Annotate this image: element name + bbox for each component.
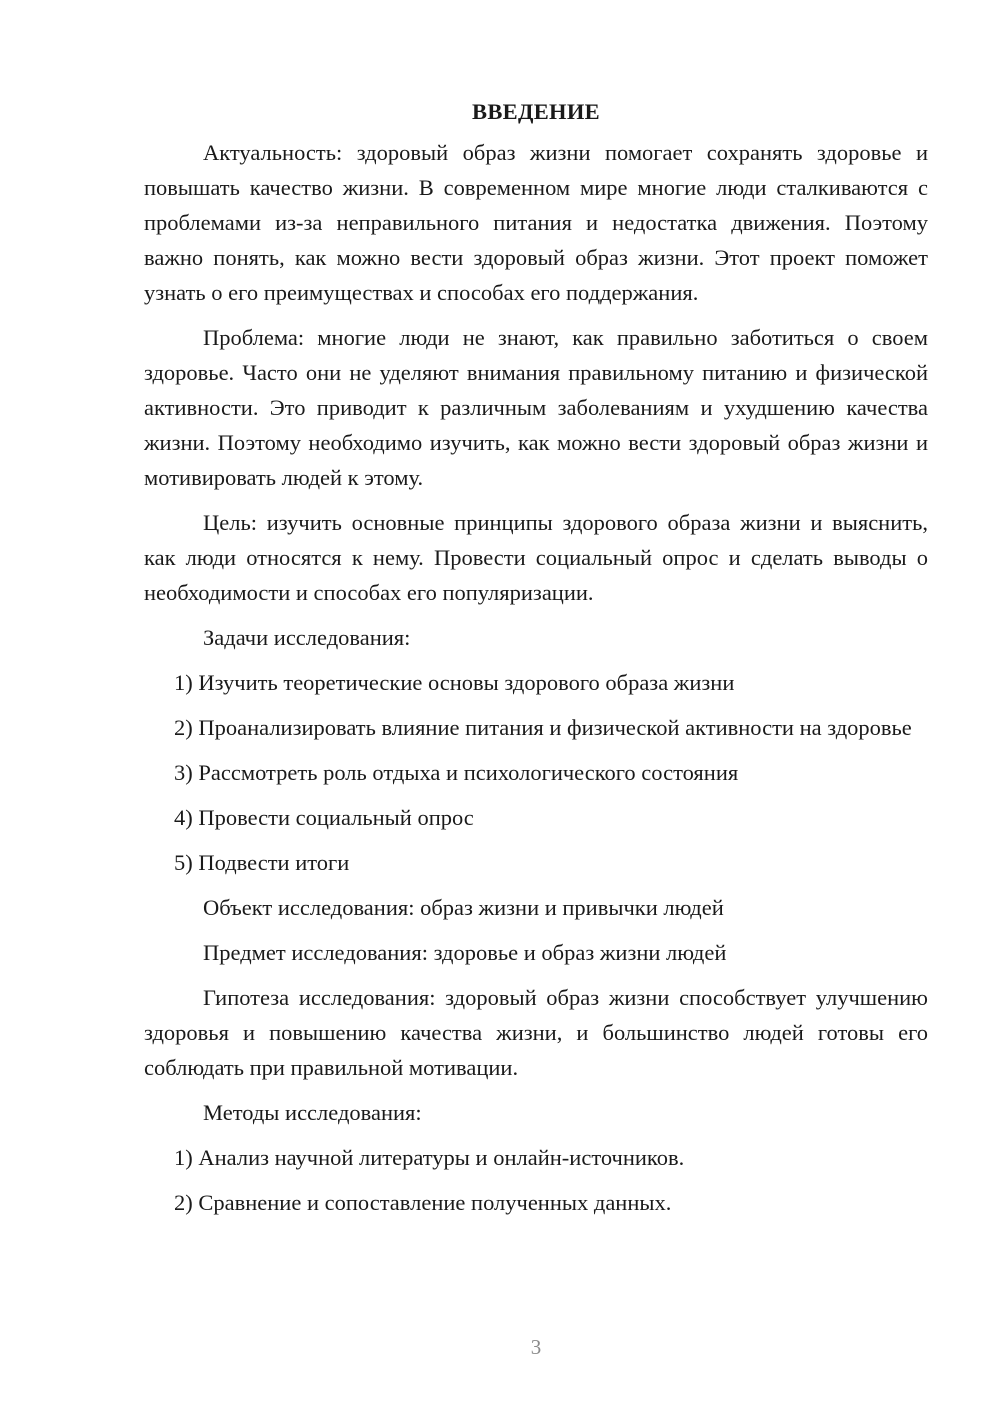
object-paragraph: Объект исследования: образ жизни и привычки людей [203,895,724,920]
tasks-heading: Задачи исследования: [203,625,411,650]
method-item-2: 2) Сравнение и сопоставление полученных данных. [174,1190,672,1215]
page-number: 3 [530,1335,542,1359]
task-item-4: 4) Провести социальный опрос [174,805,474,830]
task-item-3: 3) Рассмотреть роль отдыха и психологического состояния [174,760,739,785]
hypothesis-paragraph: Гипотеза исследования: здоровый образ жизни способствует улучшению здоровья и повышению качества жизни, и большинство людей готовы его соблюдать при правильной мотивации. [144,985,928,1080]
task-item-1: 1) Изучить теоретические основы здорового образа жизни [174,670,735,695]
method-item-1: 1) Анализ научной литературы и онлайн-источников. [174,1145,685,1170]
task-item-2: 2) Проанализировать влияние питания и физической активности на здоровье [174,715,912,740]
task-item-5: 5) Подвести итоги [174,850,350,875]
problem-paragraph: Проблема: многие люди не знают, как правильно заботиться о своем здоровье. Часто они не уделяют внимания правильному питанию и физической активности. Это приводит к различным заболеваниям и ухудшению качества жизни. Поэтому необходимо изучить, как можно вести здоровый образ жизни и мотивировать людей к этому. [144,325,928,490]
methods-heading: Методы исследования: [203,1100,422,1125]
subject-paragraph: Предмет исследования: здоровье и образ жизни людей [203,940,727,965]
goal-paragraph: Цель: изучить основные принципы здорового образа жизни и выяснить, как люди относятся к нему. Провести социальный опрос и сделать выводы о необходимости и способах его популяризации. [144,510,928,605]
relevance-paragraph: Актуальность: здоровый образ жизни помогает сохранять здоровье и повышать качество жизни. В современном мире многие люди сталкиваются с проблемами из-за неправильного питания и недостатка движения. Поэтому важно понять, как можно вести здоровый образ жизни. Этот проект поможет узнать о его преимуществах и способах его поддержания. [144,140,928,305]
page-content [144,94,928,1230]
section-title: ВВЕДЕНИЕ [472,99,600,124]
